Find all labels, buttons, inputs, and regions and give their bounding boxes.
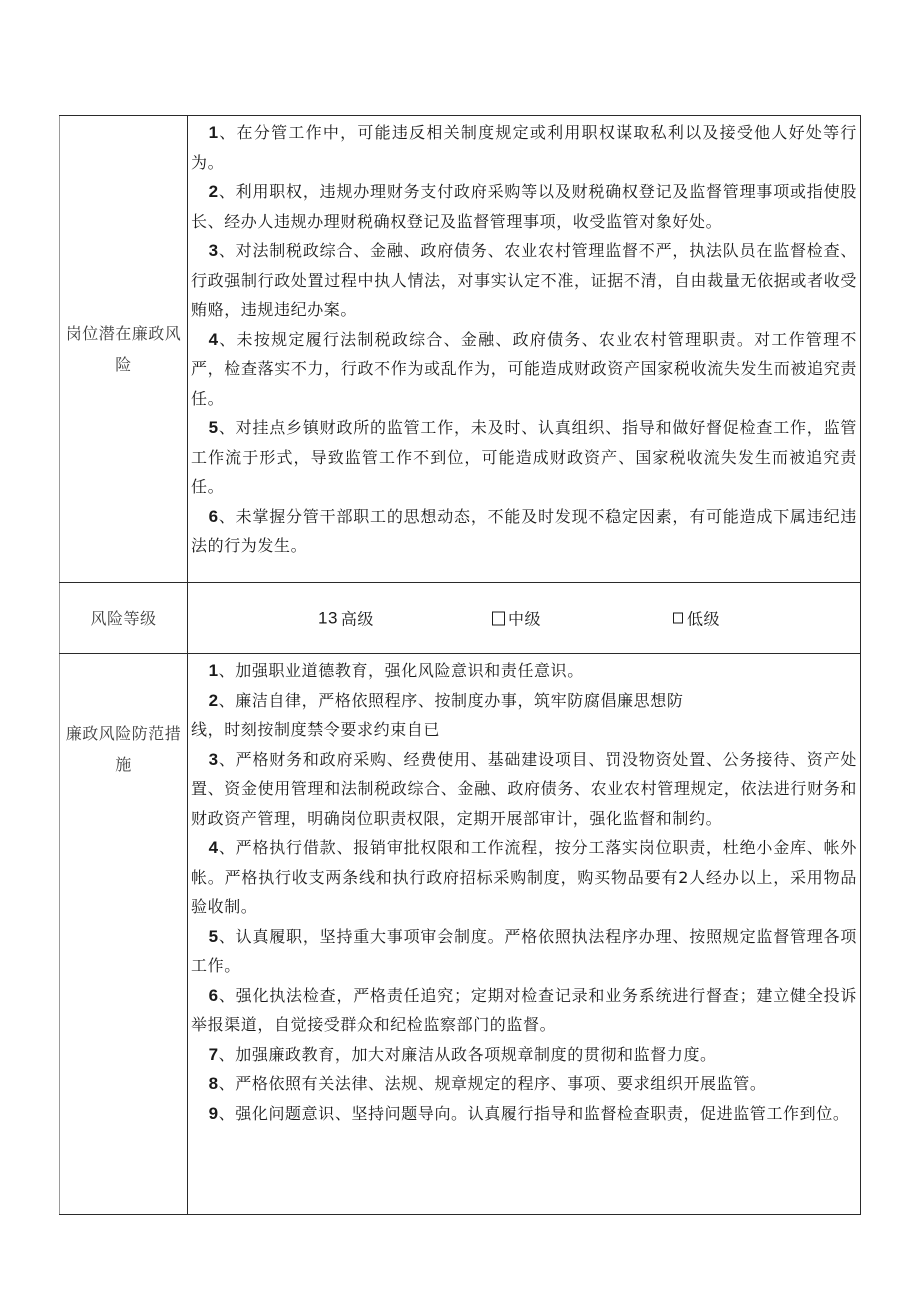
measure-item-text: 、严格财务和政府采购、经费使用、基础建设项目、罚没物资处置、公务接待、资产处置、资金使用管理和法制税政综合、金融、政府债务、农业农村管理规定，依法进行财务和财政资产管理，明确岗位职责权限，定期开展部审计，强化监督和制约。 bbox=[191, 749, 857, 828]
measure-item-text: 、强化问题意识、坚持问题导向。认真履行指导和监督检查职责，促进监管工作到位。 bbox=[218, 1103, 850, 1123]
risk-level-label bbox=[60, 583, 188, 654]
row-prevention-measures bbox=[60, 654, 861, 1215]
measure-item-number: 5 bbox=[208, 926, 219, 946]
risk-item-text: 、对挂点乡镇财政所的监管工作，未及时、认真组织、指导和做好督促检查工作，监管工作流于形式，导致监管工作不到位，可能造成财政资产、国家税收流失发生而被追究责任。 bbox=[191, 418, 857, 496]
measure-item-text: 、认真履职，坚持重大事项审会制度。严格依照执法程序办理、按照规定监督管理各项工作。 bbox=[191, 926, 857, 975]
risk-item bbox=[191, 325, 857, 414]
measure-item bbox=[191, 686, 857, 716]
prevention-measures-label-text: 廉政风险防范措施 bbox=[65, 724, 182, 774]
measure-item-text: 、加强职业道德教育，强化风险意识和责任意识。 bbox=[218, 661, 584, 680]
measure-item bbox=[191, 1099, 857, 1129]
measure-item-number: 2 bbox=[208, 690, 219, 710]
risk-level-low-option[interactable] bbox=[673, 607, 720, 630]
prevention-measures-label bbox=[60, 654, 188, 1215]
risk-item bbox=[191, 413, 857, 502]
prevention-measures-content bbox=[188, 654, 861, 1215]
measure-item-number: 9 bbox=[208, 1103, 219, 1123]
risk-item-text: 、未掌握分管干部职工的思想动态，不能及时发现不稳定因素，有可能造成下属违纪违法的行为发生。 bbox=[191, 506, 857, 555]
row-potential-risks bbox=[60, 116, 861, 583]
risk-level-label-text: 风险等级 bbox=[90, 608, 157, 628]
risk-level-high-option[interactable] bbox=[318, 607, 374, 630]
high-level-mark: 13 bbox=[318, 608, 338, 627]
measure-item bbox=[191, 922, 857, 981]
risk-item-number: 1 bbox=[208, 123, 219, 142]
measure-item-number: 4 bbox=[208, 838, 219, 857]
risk-item-number: 6 bbox=[208, 506, 219, 526]
risk-item bbox=[191, 502, 857, 561]
risk-item-number: 2 bbox=[208, 182, 219, 201]
risk-item-number: 3 bbox=[208, 241, 219, 260]
measure-item bbox=[191, 656, 857, 686]
measure-item-number: 6 bbox=[208, 985, 219, 1005]
measure-item-text: 、加强廉政教育，加大对廉洁从政各项规章制度的贯彻和监督力度。 bbox=[218, 1044, 717, 1064]
risk-item-text: 、在分管工作中，可能违反相关制度规定或利用职权谋取私利以及接受他人好处等行为。 bbox=[191, 123, 857, 172]
checkbox-icon[interactable] bbox=[492, 611, 505, 625]
risk-item bbox=[191, 177, 857, 236]
medium-level-label: 中级 bbox=[508, 609, 542, 629]
risk-item-number: 5 bbox=[208, 418, 219, 437]
measure-item-text: 、廉洁自律，严格依照程序、按制度办事，筑牢防腐倡廉思想防 bbox=[218, 690, 684, 710]
measure-item-text: 线，时刻按制度禁令要求约束自已 bbox=[191, 720, 441, 739]
potential-risks-label bbox=[60, 116, 188, 583]
risk-item-text: 、未按规定履行法制税政综合、金融、政府债务、农业农村管理职责。对工作管理不严，检查落实不力，行政不作为或乱作为，可能造成财政资产国家税收流失发生而被追究责任。 bbox=[191, 329, 857, 408]
risk-item bbox=[191, 118, 857, 177]
measure-item bbox=[191, 981, 857, 1040]
risk-table bbox=[59, 115, 861, 1215]
measure-item-number: 8 bbox=[208, 1074, 219, 1093]
measure-item bbox=[191, 1040, 857, 1070]
potential-risks-label-text: 岗位潜在廉政风险 bbox=[65, 324, 182, 374]
risk-item-number: 4 bbox=[208, 329, 219, 349]
measure-item bbox=[191, 1069, 857, 1099]
risk-item bbox=[191, 236, 857, 325]
measure-item-number: 3 bbox=[208, 749, 219, 769]
measure-item-continuation bbox=[191, 715, 857, 745]
measure-item bbox=[191, 833, 857, 922]
checkbox-icon[interactable] bbox=[673, 613, 683, 624]
low-level-label: 低级 bbox=[687, 609, 721, 629]
row-risk-level bbox=[60, 583, 861, 654]
measure-item bbox=[191, 745, 857, 834]
measure-item-number: 7 bbox=[208, 1044, 219, 1064]
potential-risks-content bbox=[188, 116, 861, 583]
measure-item-text: 、严格执行借款、报销审批权限和工作流程，按分工落实岗位职责，杜绝小金库、帐外帐。严格执行收支两条线和执行政府招标采购制度，购买物品要有2人经办以上，采用物品验收制。 bbox=[191, 838, 857, 916]
measure-item-text: 、强化执法检查，严格责任追究；定期对检查记录和业务系统进行督查；建立健全投诉举报渠道，自觉接受群众和纪检监察部门的监督。 bbox=[191, 985, 857, 1034]
measure-item-number: 1 bbox=[208, 661, 219, 680]
risk-item-text: 、利用职权，违规办理财务支付政府采购等以及财税确权登记及监督管理事项或指使股长、经办人违规办理财税确权登记及监督管理事项，收受监管对象好处。 bbox=[191, 182, 857, 231]
risk-level-medium-option[interactable] bbox=[492, 607, 541, 630]
risk-level-options bbox=[188, 583, 861, 654]
measure-item-text: 、严格依照有关法律、法规、规章规定的程序、事项、要求组织开展监管。 bbox=[218, 1074, 767, 1093]
high-level-label: 高级 bbox=[340, 609, 374, 629]
risk-item-text: 、对法制税政综合、金融、政府债务、农业农村管理监督不严，执法队员在监督检查、行政强制行政处置过程中执人情法，对事实认定不准，证据不清，自由裁量无依据或者收受贿赂，违规违纪办案。 bbox=[191, 241, 857, 319]
